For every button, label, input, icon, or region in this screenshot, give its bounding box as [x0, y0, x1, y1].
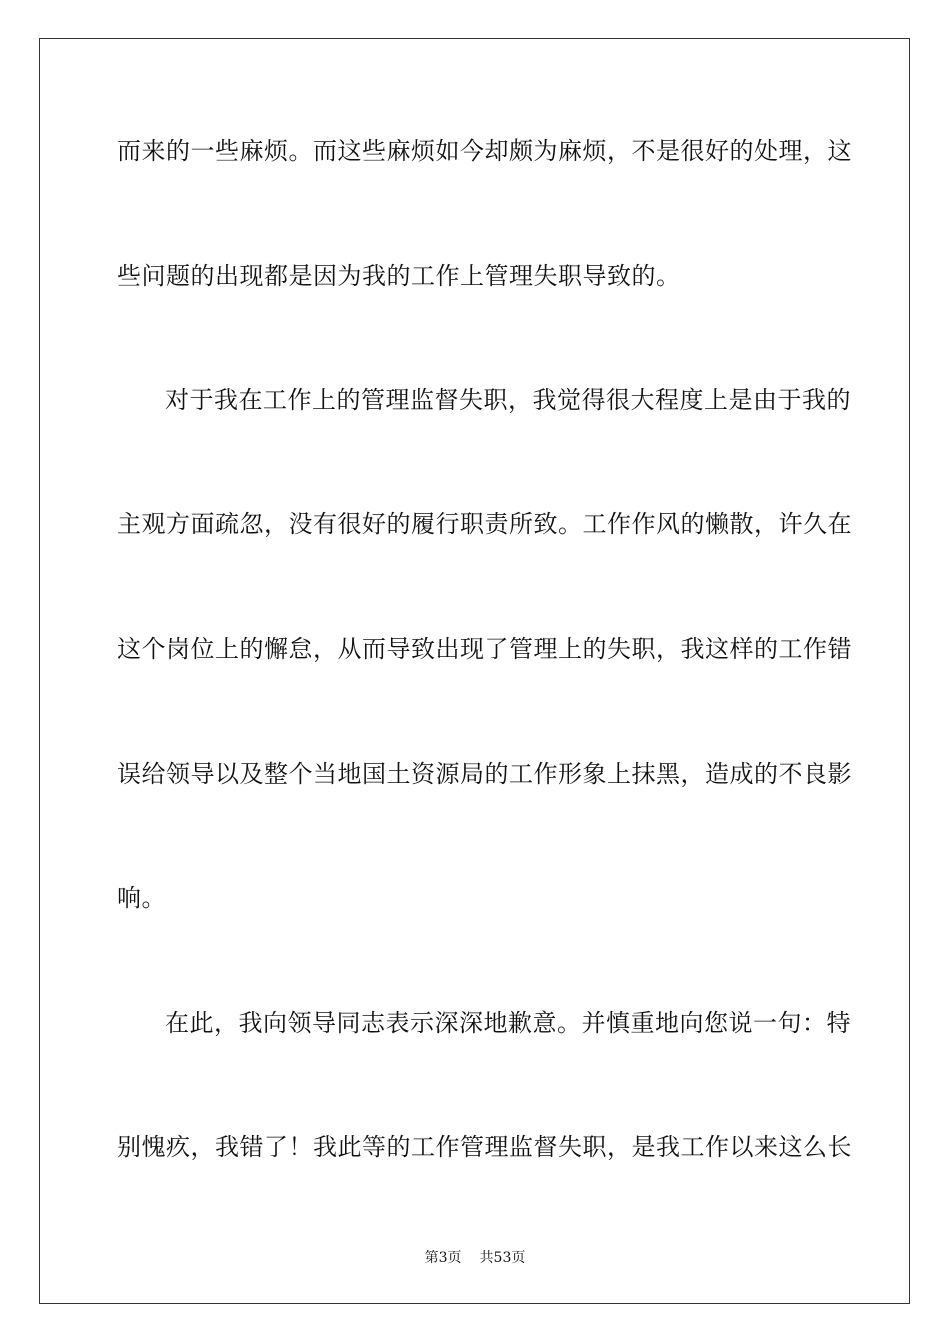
page-frame [39, 38, 910, 1304]
page-total: 共53页 [479, 1250, 526, 1266]
text-line-1: 而来的一些麻烦。而这些麻烦如今却颇为麻烦，不是很好的处理，这 [117, 137, 852, 165]
page-number: 第3页 [424, 1250, 462, 1266]
text-line-2: 些问题的出现都是因为我的工作上管理失职导致的。 [117, 262, 681, 290]
text-line-4: 主观方面疏忽，没有很好的履行职责所致。工作作风的懒散，许久在 [117, 510, 852, 538]
text-line-6: 误给领导以及整个当地国土资源局的工作形象上抹黑，造成的不良影 [117, 760, 852, 788]
text-line-9: 别愧疚，我错了！我此等的工作管理监督失职，是我工作以来这么长 [117, 1133, 852, 1161]
text-line-5: 这个岗位上的懈怠，从而导致出现了管理上的失职，我这样的工作错 [117, 635, 852, 663]
page-footer [0, 1249, 950, 1267]
text-line-8: 在此，我向领导同志表示深深地歉意。并慎重地向您说一句：特 [165, 1009, 851, 1037]
text-line-3: 对于我在工作上的管理监督失职，我觉得很大程度上是由于我的 [165, 386, 851, 414]
text-line-7: 响。 [117, 884, 166, 912]
